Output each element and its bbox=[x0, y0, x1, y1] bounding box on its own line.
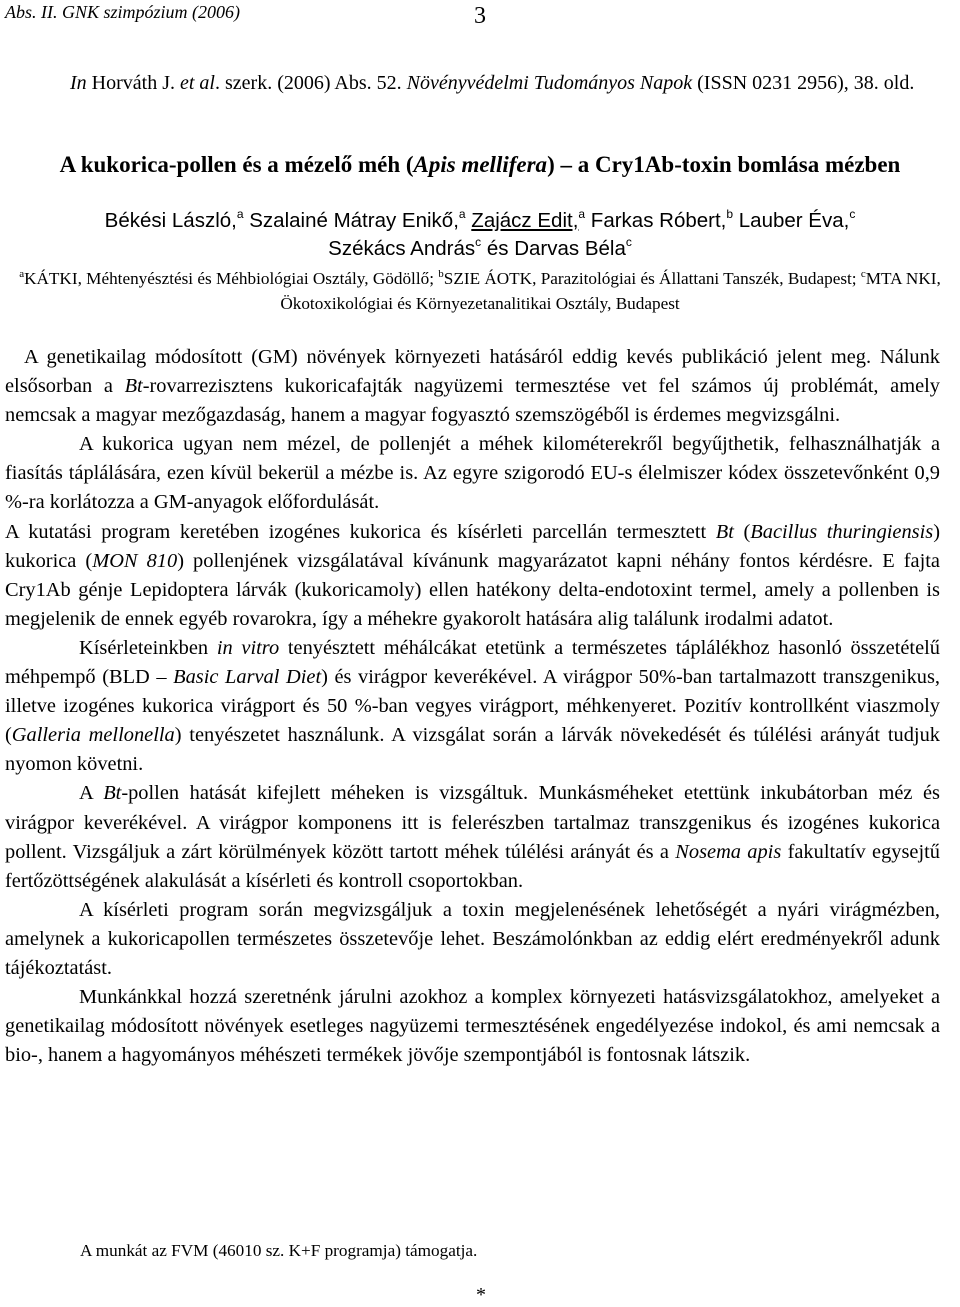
paragraph-5: A Bt-pollen hatását kifejlett méheken is vizsgáltuk. Munkásméheket etettünk inkubátorban méz és virágpor keverékével. A virágpor komponens itt is felerészben tartalmaz transzgenikus és izogénes kukorica pollent. Vizsgáljuk a zárt körülmények között tartott méhek túlélési arányát és a Nosema apis fakultatív egysejtű fertőzöttségének alakulását a kísérleti és kontroll csoportokban. bbox=[5, 782, 940, 892]
affil-mark-b: b bbox=[438, 268, 444, 280]
paragraph-4: Kísérleteinkben in vitro tenyésztett méhálcákat etetünk a természetes táplálékhoz hasonló összetételű méhpempő (BLD – Basic Larval Diet) és virágpor keverékével. A virágpor 50%-ban tartalmazott transzgenikus, illetve izogénes kukorica virágport és 50 %-ban vegyes virágport, méhkenyeret. Pozitív kontrollként viaszmoly (Galleria mellonella) tenyészetet használunk. A vizsgálat során a lárvák növekedését és túlélési arányát tudjuk nyomon követni. bbox=[5, 636, 941, 776]
affil-mark-c: c bbox=[860, 268, 866, 280]
paragraph-7: Munkánkkal hozzá szeretnénk járulni azokhoz a komplex környezeti hatásvizsgálatokhoz, amelyeket a genetikailag módosított növények esetleges nagyüzemi termesztésének engedélyezése indokol, és ami nemcsak a bio-, hanem a hagyományos méhészeti termékek jövője szempontjából is fontosnak látszik. bbox=[5, 986, 940, 1067]
title-species: Apis mellifera bbox=[413, 152, 548, 177]
citation-year: . szerk. (2006) Abs. 52. bbox=[215, 72, 407, 94]
author: és Darvas Béla$^c$ bbox=[486, 235, 632, 260]
affiliations bbox=[0, 266, 960, 316]
paper-title bbox=[0, 152, 960, 178]
author-list bbox=[0, 207, 960, 263]
title-part2: ) – a Cry1Ab-toxin bomlása mézben bbox=[547, 152, 901, 177]
paragraph-6: A kísérleti program során megvizsgáljuk a toxin megjelenésének lehetőségét a nyári virágmézben, amelynek a kukoricapollen természetes összetevője lehet. Beszámolónkban az eddig elért eredményekről adunk tájékoztatást. bbox=[5, 898, 940, 979]
page-number: 3 bbox=[474, 3, 486, 29]
author: Lauber Éva,$^c$ bbox=[738, 207, 856, 232]
title-part1: A kukorica-pollen és a mézelő méh ( bbox=[59, 152, 414, 177]
author: Szalainé Mátray Enikő,$^a$ bbox=[249, 207, 466, 232]
citation-editors: Horváth J. bbox=[86, 72, 180, 94]
author: Székács András$^c$ bbox=[328, 235, 482, 260]
affil-b: SZIE ÁOTK, Parazitológiai és Állattani Tanszék, Budapest; bbox=[443, 269, 861, 288]
affil-mark-a: a bbox=[19, 268, 25, 280]
citation-line bbox=[70, 72, 914, 95]
paragraph-3: A kutatási program keretében izogénes kukorica és kísérleti parcellán termesztett Bt (Bacillus thuringiensis) kukorica (MON 810) pollenjének vizsgálatával kívánunk magyarázatot kapni néhány fontos kérdésre. E fajta Cry1Ab génje Lepidoptera lárvák (kukoricamoly) ellen hatékony delta-endotoxint termel, amely a pollenben is megjelenik de ennek egyéb rovarokra, így a méhekre gyakorolt hatására alig találunk irodalmi adatot. bbox=[5, 520, 941, 630]
citation-journal: Növényvédelmi Tudományos Napok bbox=[406, 72, 693, 94]
author-presenting: Zajácz Edit,$^a$ bbox=[471, 207, 586, 232]
acknowledgement: A munkát az FVM (46010 sz. K+F programja) támogatja. bbox=[80, 1241, 478, 1260]
citation-issn: (ISSN 0231 2956), 38. old. bbox=[692, 72, 915, 94]
paragraph-2: A kukorica ugyan nem mézel, de pollenjét a méhek kilométerekről begyűjthetik, felhasználhatják a fiasítás táplálására, ezen kívül bekerül a mézbe is. Az egyre szigorodó EU-s élelmiszer kódex összetevőnként 0,9 %-ra korlátozza a GM-anyagok előfordulását. bbox=[5, 433, 940, 514]
paragraph-1: A genetikailag módosított (GM) növények környezeti hatásáról eddig kevés publikáció jelent meg. Nálunk elsősorban a Bt-rovarrezisztens kukoricafajták nagyüzemi termesztése vet fel számos új problémát, amely nemcsak a magyar mezőgazdaság, hanem a magyar fogyasztó szemszögéből is érdemes megvizsgálni. bbox=[5, 346, 940, 427]
running-header: Abs. II. GNK szimpózium (2006) bbox=[5, 2, 241, 22]
footer-asterisk: * bbox=[476, 1284, 486, 1306]
citation-etal: et al bbox=[180, 72, 215, 94]
affil-c: MTA NKI, Ökotoxikológiai és Környezetanalitikai Osztály, Budapest bbox=[280, 269, 941, 313]
citation-in: In bbox=[70, 72, 87, 94]
author: Farkas Róbert,$^b$ bbox=[590, 207, 734, 232]
affil-a: KÁTKI, Méhtenyésztési és Méhbiológiai Osztály, Gödöllő; bbox=[24, 269, 439, 288]
author: Békési László,$^a$ bbox=[104, 207, 244, 232]
abstract-body bbox=[5, 343, 940, 1070]
